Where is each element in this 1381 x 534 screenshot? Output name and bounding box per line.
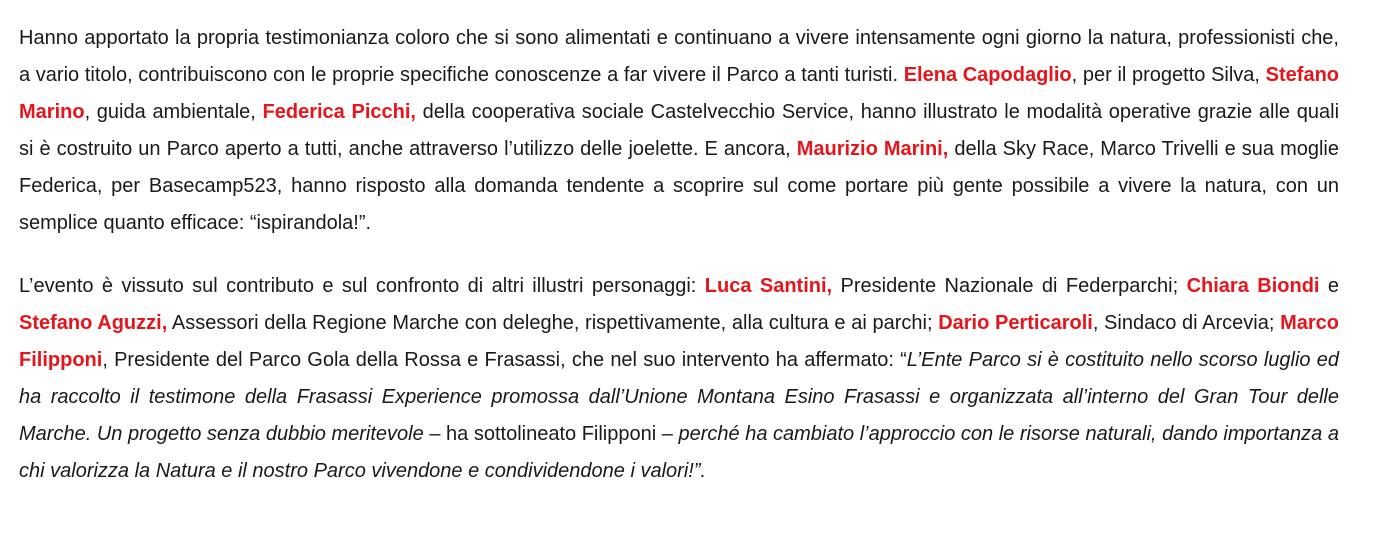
person-name-highlight: Elena Capodaglio — [903, 64, 1072, 86]
text-segment: Presidente Nazionale di Federparchi; — [832, 275, 1187, 297]
person-name-highlight: Luca Santini, — [704, 275, 833, 297]
text-segment: Hanno apportato la propria testimonianza coloro che si sono alimentati e continuano a vivere intensamente ogni giorno la natura, professionisti che, a vario titolo, contribuiscono con le proprie specifiche conoscenze a far vivere il Parco a tanti turisti. — [19, 27, 1339, 86]
person-name-highlight: Marco Filipponi — [19, 312, 1339, 371]
text-segment: della cooperativa sociale Castelvecchio Service, hanno illustrato le modalità operative grazie alle quali si è costruito un Parco aperto a tutti, anche attraverso l’utilizzo delle joelette. E ancora, — [19, 101, 1340, 160]
text-segment: – ha sottolineato Filipponi – — [423, 423, 679, 445]
text-segment: , Sindaco di Arcevia; — [1092, 312, 1281, 334]
article-body — [19, 20, 1339, 490]
text-segment: della Sky Race, Marco Trivelli e sua moglie Federica, per Basecamp523, hanno risposto alla domanda tendente a scoprire sul come portare più gente possibile a vivere la natura, con un semplice quanto efficace: “ispirandola!”. — [19, 138, 1339, 234]
person-name-highlight: Chiara Biondi — [1186, 275, 1320, 297]
quote-italic: perché ha cambiato l’approccio con le risorse naturali, dando importanza a chi valorizza la Natura e il nostro Parco vivendone e condividendone i valori!”. — [19, 423, 1340, 482]
person-name-highlight: Federica Picchi, — [262, 101, 416, 123]
person-name-highlight: Stefano Marino — [19, 64, 1340, 123]
text-segment: e — [1319, 275, 1340, 297]
text-segment: , Presidente del Parco Gola della Rossa e Frasassi, che nel suo intervento ha affermato: “ — [102, 349, 907, 371]
text-segment: , guida ambientale, — [84, 101, 263, 123]
paragraph-guests — [19, 268, 1339, 490]
quote-italic: L’Ente Parco si è costituito nello scorso luglio ed ha raccolto il testimone della Frasassi Experience promossa dall’Unione Montana Esino Frasassi e organizzata all’interno del Gran Tour delle Marche. Un progetto senza dubbio meritevole — [19, 349, 1340, 445]
text-segment: Assessori della Regione Marche con deleghe, rispettivamente, alla cultura e ai parchi; — [167, 312, 939, 334]
person-name-highlight: Maurizio Marini, — [796, 138, 949, 160]
text-segment: L’evento è vissuto sul contributo e sul confronto di altri illustri personaggi: — [19, 275, 705, 297]
person-name-highlight: Dario Perticaroli — [938, 312, 1093, 334]
person-name-highlight: Stefano Aguzzi, — [19, 312, 168, 334]
paragraph-testimonials — [19, 20, 1339, 242]
text-segment: , per il progetto Silva, — [1071, 64, 1266, 86]
